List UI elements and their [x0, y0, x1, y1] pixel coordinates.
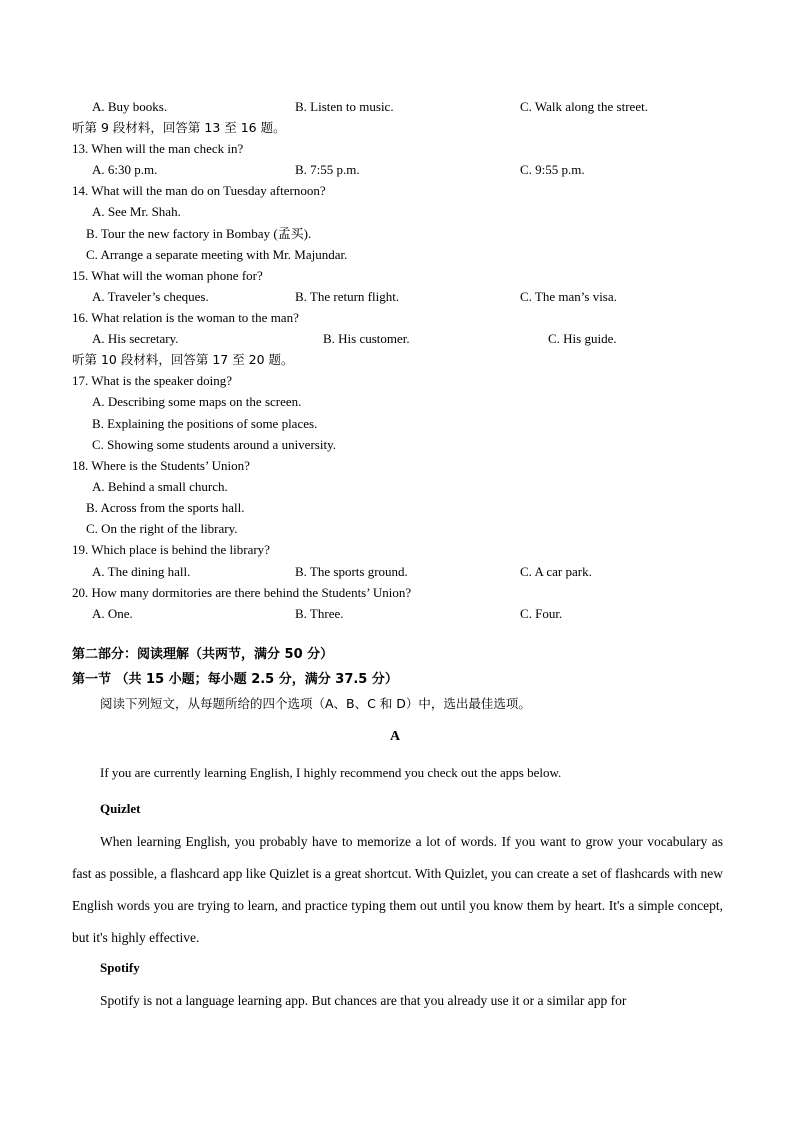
- q12-option-a: A. Buy books.: [92, 99, 168, 114]
- q20-stem: 20. How many dormitories are there behind the Students’ Union?: [72, 585, 412, 600]
- q14-stem: 14. What will the man do on Tuesday afternoon?: [72, 183, 326, 198]
- q13-option-b: B. 7:55 p.m.: [295, 162, 360, 177]
- q13-option-c: C. 9:55 p.m.: [520, 162, 585, 177]
- q15-option-c: C. The man’s visa.: [520, 289, 617, 304]
- app1-paragraph: [72, 826, 723, 954]
- app2-text: Spotify is not a language learning app. But chances are that you already use it or a similar app for: [100, 993, 627, 1008]
- passage-9-instruction: 听第 9 段材料，回答第 13 至 16 题。: [72, 120, 286, 135]
- q14-option-a: A. See Mr. Shah.: [92, 204, 181, 219]
- q12-option-b: B. Listen to music.: [295, 99, 394, 114]
- q16-option-b: B. His customer.: [323, 331, 410, 346]
- passage-intro: If you are currently learning English, I highly recommend you check out the apps below.: [100, 765, 562, 780]
- q17-option-a: A. Describing some maps on the screen.: [92, 394, 302, 409]
- reading-instruction: 阅读下列短文，从每题所给的四个选项（A、B、C 和 D）中，选出最佳选项。: [100, 696, 531, 711]
- passage-label: A: [390, 729, 401, 744]
- q16-option-a: A. His secretary.: [92, 331, 179, 346]
- q18-option-c: C. On the right of the library.: [86, 521, 238, 536]
- q19-option-c: C. A car park.: [520, 564, 592, 579]
- q18-option-b: B. Across from the sports hall.: [86, 500, 245, 515]
- app1-text: When learning English, you probably have to memorize a lot of words. If you want to grow your vocabulary as fast as possible, a flashcard app like Quizlet is a great shortcut. With Quizlet, you can create a set of flashcards with new English words you are trying to learn, and practice typing them out until you know them by heart. It's a simple concept, but it's highly effective.: [72, 834, 723, 945]
- q18-option-a: A. Behind a small church.: [92, 479, 228, 494]
- q19-stem: 19. Which place is behind the library?: [72, 542, 270, 557]
- q18-stem: 18. Where is the Students’ Union?: [72, 458, 250, 473]
- q14-option-c: C. Arrange a separate meeting with Mr. Majundar.: [86, 247, 348, 262]
- q20-option-a: A. One.: [92, 606, 133, 621]
- q17-stem: 17. What is the speaker doing?: [72, 373, 233, 388]
- app1-title: Quizlet: [100, 801, 141, 816]
- q17-option-b: B. Explaining the positions of some places.: [92, 416, 318, 431]
- q12-option-c: C. Walk along the street.: [520, 99, 648, 114]
- app2-paragraph: [72, 985, 723, 1017]
- q16-option-c: C. His guide.: [548, 331, 617, 346]
- section-one-title: 第一节 （共 15 小题；每小题 2.5 分，满分 37.5 分）: [72, 672, 398, 687]
- q13-stem: 13. When will the man check in?: [72, 141, 244, 156]
- passage-10-instruction: 听第 10 段材料，回答第 17 至 20 题。: [72, 352, 294, 367]
- part-two-title: 第二部分：阅读理解（共两节，满分 50 分）: [72, 647, 334, 662]
- q19-option-b: B. The sports ground.: [295, 564, 408, 579]
- q15-option-a: A. Traveler’s cheques.: [92, 289, 209, 304]
- q17-option-c: C. Showing some students around a university.: [92, 437, 336, 452]
- app2-title: Spotify: [100, 960, 140, 975]
- q15-option-b: B. The return flight.: [295, 289, 400, 304]
- q13-option-a: A. 6:30 p.m.: [92, 162, 158, 177]
- q14-option-b: B. Tour the new factory in Bombay (孟买).: [86, 226, 312, 241]
- q20-option-b: B. Three.: [295, 606, 344, 621]
- q19-option-a: A. The dining hall.: [92, 564, 191, 579]
- q20-option-c: C. Four.: [520, 606, 563, 621]
- q15-stem: 15. What will the woman phone for?: [72, 268, 263, 283]
- q16-stem: 16. What relation is the woman to the man?: [72, 310, 299, 325]
